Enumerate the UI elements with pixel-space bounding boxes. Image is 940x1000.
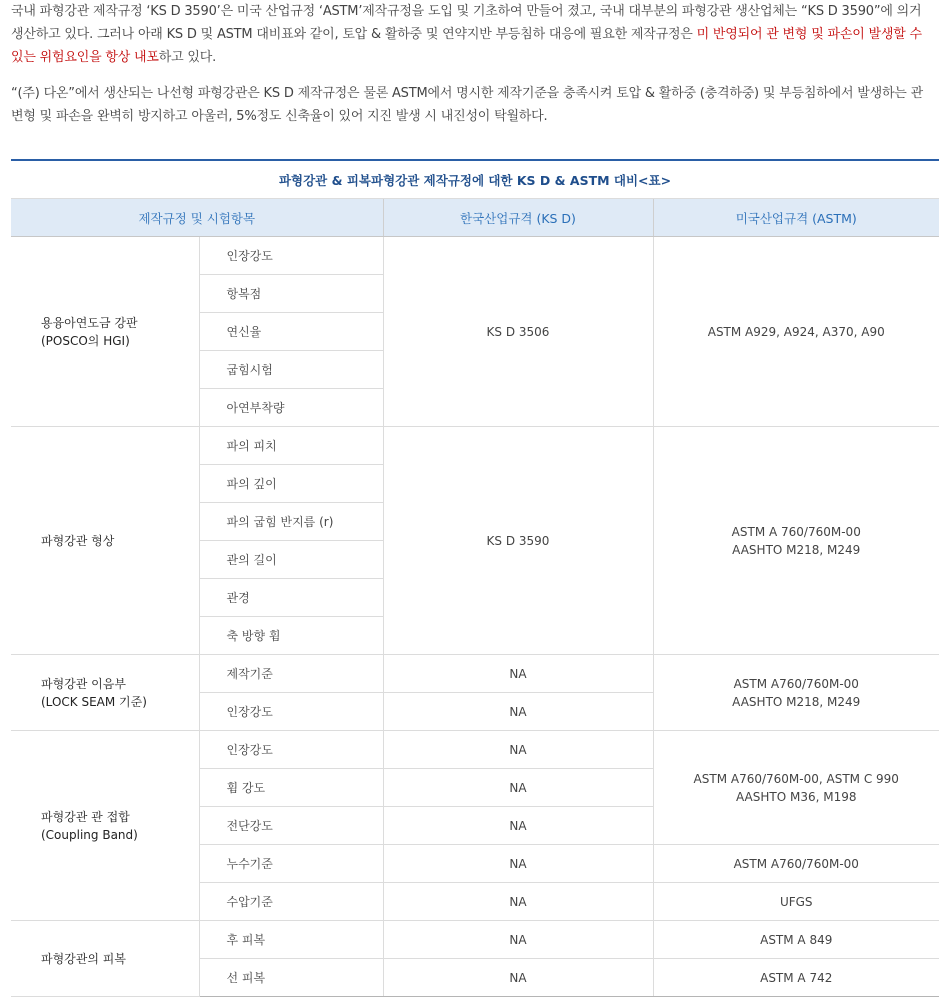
item-cell: 파의 피치 <box>199 427 383 465</box>
item-cell: 휨 강도 <box>199 769 383 807</box>
item-cell: 아연부착량 <box>199 389 383 427</box>
item-cell: 연신율 <box>199 313 383 351</box>
item-cell: 파의 굽힘 반지름 (r) <box>199 503 383 541</box>
astm-line: ASTM A760/760M-00, ASTM C 990 <box>693 771 899 786</box>
table-header-row <box>11 199 939 237</box>
intro-p1-tail: 하고 있다. <box>158 50 217 65</box>
intro-text <box>11 0 931 128</box>
item-cell: 수압기준 <box>199 883 383 921</box>
category-sublabel: (Coupling Band) <box>41 827 138 842</box>
item-cell: 제작기준 <box>199 655 383 693</box>
intro-paragraph-2: “(주) 다온”에서 생산되는 나선형 파형강관은 KS D 제작규정은 물론 ASTM에서 명시한 제작기준을 충족시켜 토압 & 활하중 (충격하중) 및 부등침하에서 발생하는 관 변형 및 파손을 완벽히 방지하고 아울러, 5%정도 신축율이 있어 지진 발생 시 내진성이 탁월하다. <box>11 86 923 124</box>
table-title-row <box>11 160 939 199</box>
category-label: 파형강관 이음부 <box>41 676 126 691</box>
header-astm: 미국산업규격 (ASTM) <box>653 199 939 237</box>
intro-p1-text: 국내 파형강관 제작규정 ‘KS D 3590’은 미국 산업규정 ‘ASTM’제작규정을 도입 및 기초하여 만들어 졌고, 국내 대부분의 파형강관 생산업체는 “KS D 3590”에 의거 생산하고 있다. 그러나 아래 KS D 및 ASTM 대비표와 같이, 토압 & 활하중 및 연약지반 부등침하 대응에 필요한 제작규정은 <box>11 4 922 42</box>
astm-cell: ASTM A 849 <box>653 921 939 959</box>
category-cell <box>11 237 199 427</box>
item-cell: 관경 <box>199 579 383 617</box>
item-cell: 인장강도 <box>199 237 383 275</box>
table-row <box>11 731 939 769</box>
astm-line: AASHTO M218, M249 <box>732 694 861 709</box>
item-cell: 인장강도 <box>199 693 383 731</box>
category-sublabel: (LOCK SEAM 기준) <box>41 694 147 709</box>
item-cell: 전단강도 <box>199 807 383 845</box>
astm-line: AASHTO M218, M249 <box>732 542 861 557</box>
ks-cell: NA <box>383 655 653 693</box>
table-row <box>11 427 939 465</box>
table-title: 파형강관 & 피복파형강관 제작규정에 대한 KS D & ASTM 대비<표> <box>11 160 939 199</box>
ks-cell: NA <box>383 693 653 731</box>
category-label: 파형강관 형상 <box>41 533 115 548</box>
category-label: 파형강관의 피복 <box>41 951 126 966</box>
astm-line: ASTM A760/760M-00 <box>733 676 859 691</box>
category-cell <box>11 731 199 921</box>
item-cell: 인장강도 <box>199 731 383 769</box>
astm-line: ASTM A 760/760M-00 <box>731 524 861 539</box>
ks-cell: KS D 3506 <box>383 237 653 427</box>
ks-cell: NA <box>383 807 653 845</box>
header-test-items: 제작규정 및 시험항목 <box>11 199 383 237</box>
ks-cell: NA <box>383 769 653 807</box>
item-cell: 누수기준 <box>199 845 383 883</box>
astm-cell: UFGS <box>653 883 939 921</box>
category-label: 용융아연도금 강판 <box>41 315 138 330</box>
item-cell: 항복점 <box>199 275 383 313</box>
table-row <box>11 655 939 693</box>
ks-cell: NA <box>383 883 653 921</box>
astm-cell: ASTM A929, A924, A370, A90 <box>653 237 939 427</box>
item-cell: 굽힘시험 <box>199 351 383 389</box>
item-cell: 후 피복 <box>199 921 383 959</box>
table-row <box>11 921 939 959</box>
astm-cell: ASTM A 742 <box>653 959 939 997</box>
astm-line: AASHTO M36, M198 <box>736 789 857 804</box>
item-cell: 축 방향 휨 <box>199 617 383 655</box>
item-cell: 파의 깊이 <box>199 465 383 503</box>
category-label: 파형강관 관 접합 <box>41 809 130 824</box>
ks-cell: NA <box>383 731 653 769</box>
intro-paragraph-1 <box>11 0 931 69</box>
item-cell: 관의 길이 <box>199 541 383 579</box>
comparison-table <box>11 159 939 997</box>
category-cell <box>11 921 199 997</box>
category-cell <box>11 655 199 731</box>
item-cell: 선 피복 <box>199 959 383 997</box>
astm-cell <box>653 427 939 655</box>
ks-cell: KS D 3590 <box>383 427 653 655</box>
ks-cell: NA <box>383 845 653 883</box>
header-ks: 한국산업규격 (KS D) <box>383 199 653 237</box>
ks-cell: NA <box>383 959 653 997</box>
category-cell <box>11 427 199 655</box>
astm-cell: ASTM A760/760M-00 <box>653 845 939 883</box>
category-sublabel: (POSCO의 HGI) <box>41 333 130 348</box>
intro-p1-highlight: 미 반영되어 관 변형 및 파손이 발생할 수 있는 위험요인을 항상 내포 <box>11 27 922 65</box>
ks-cell: NA <box>383 921 653 959</box>
astm-cell <box>653 655 939 731</box>
astm-cell <box>653 731 939 845</box>
table-row <box>11 237 939 275</box>
